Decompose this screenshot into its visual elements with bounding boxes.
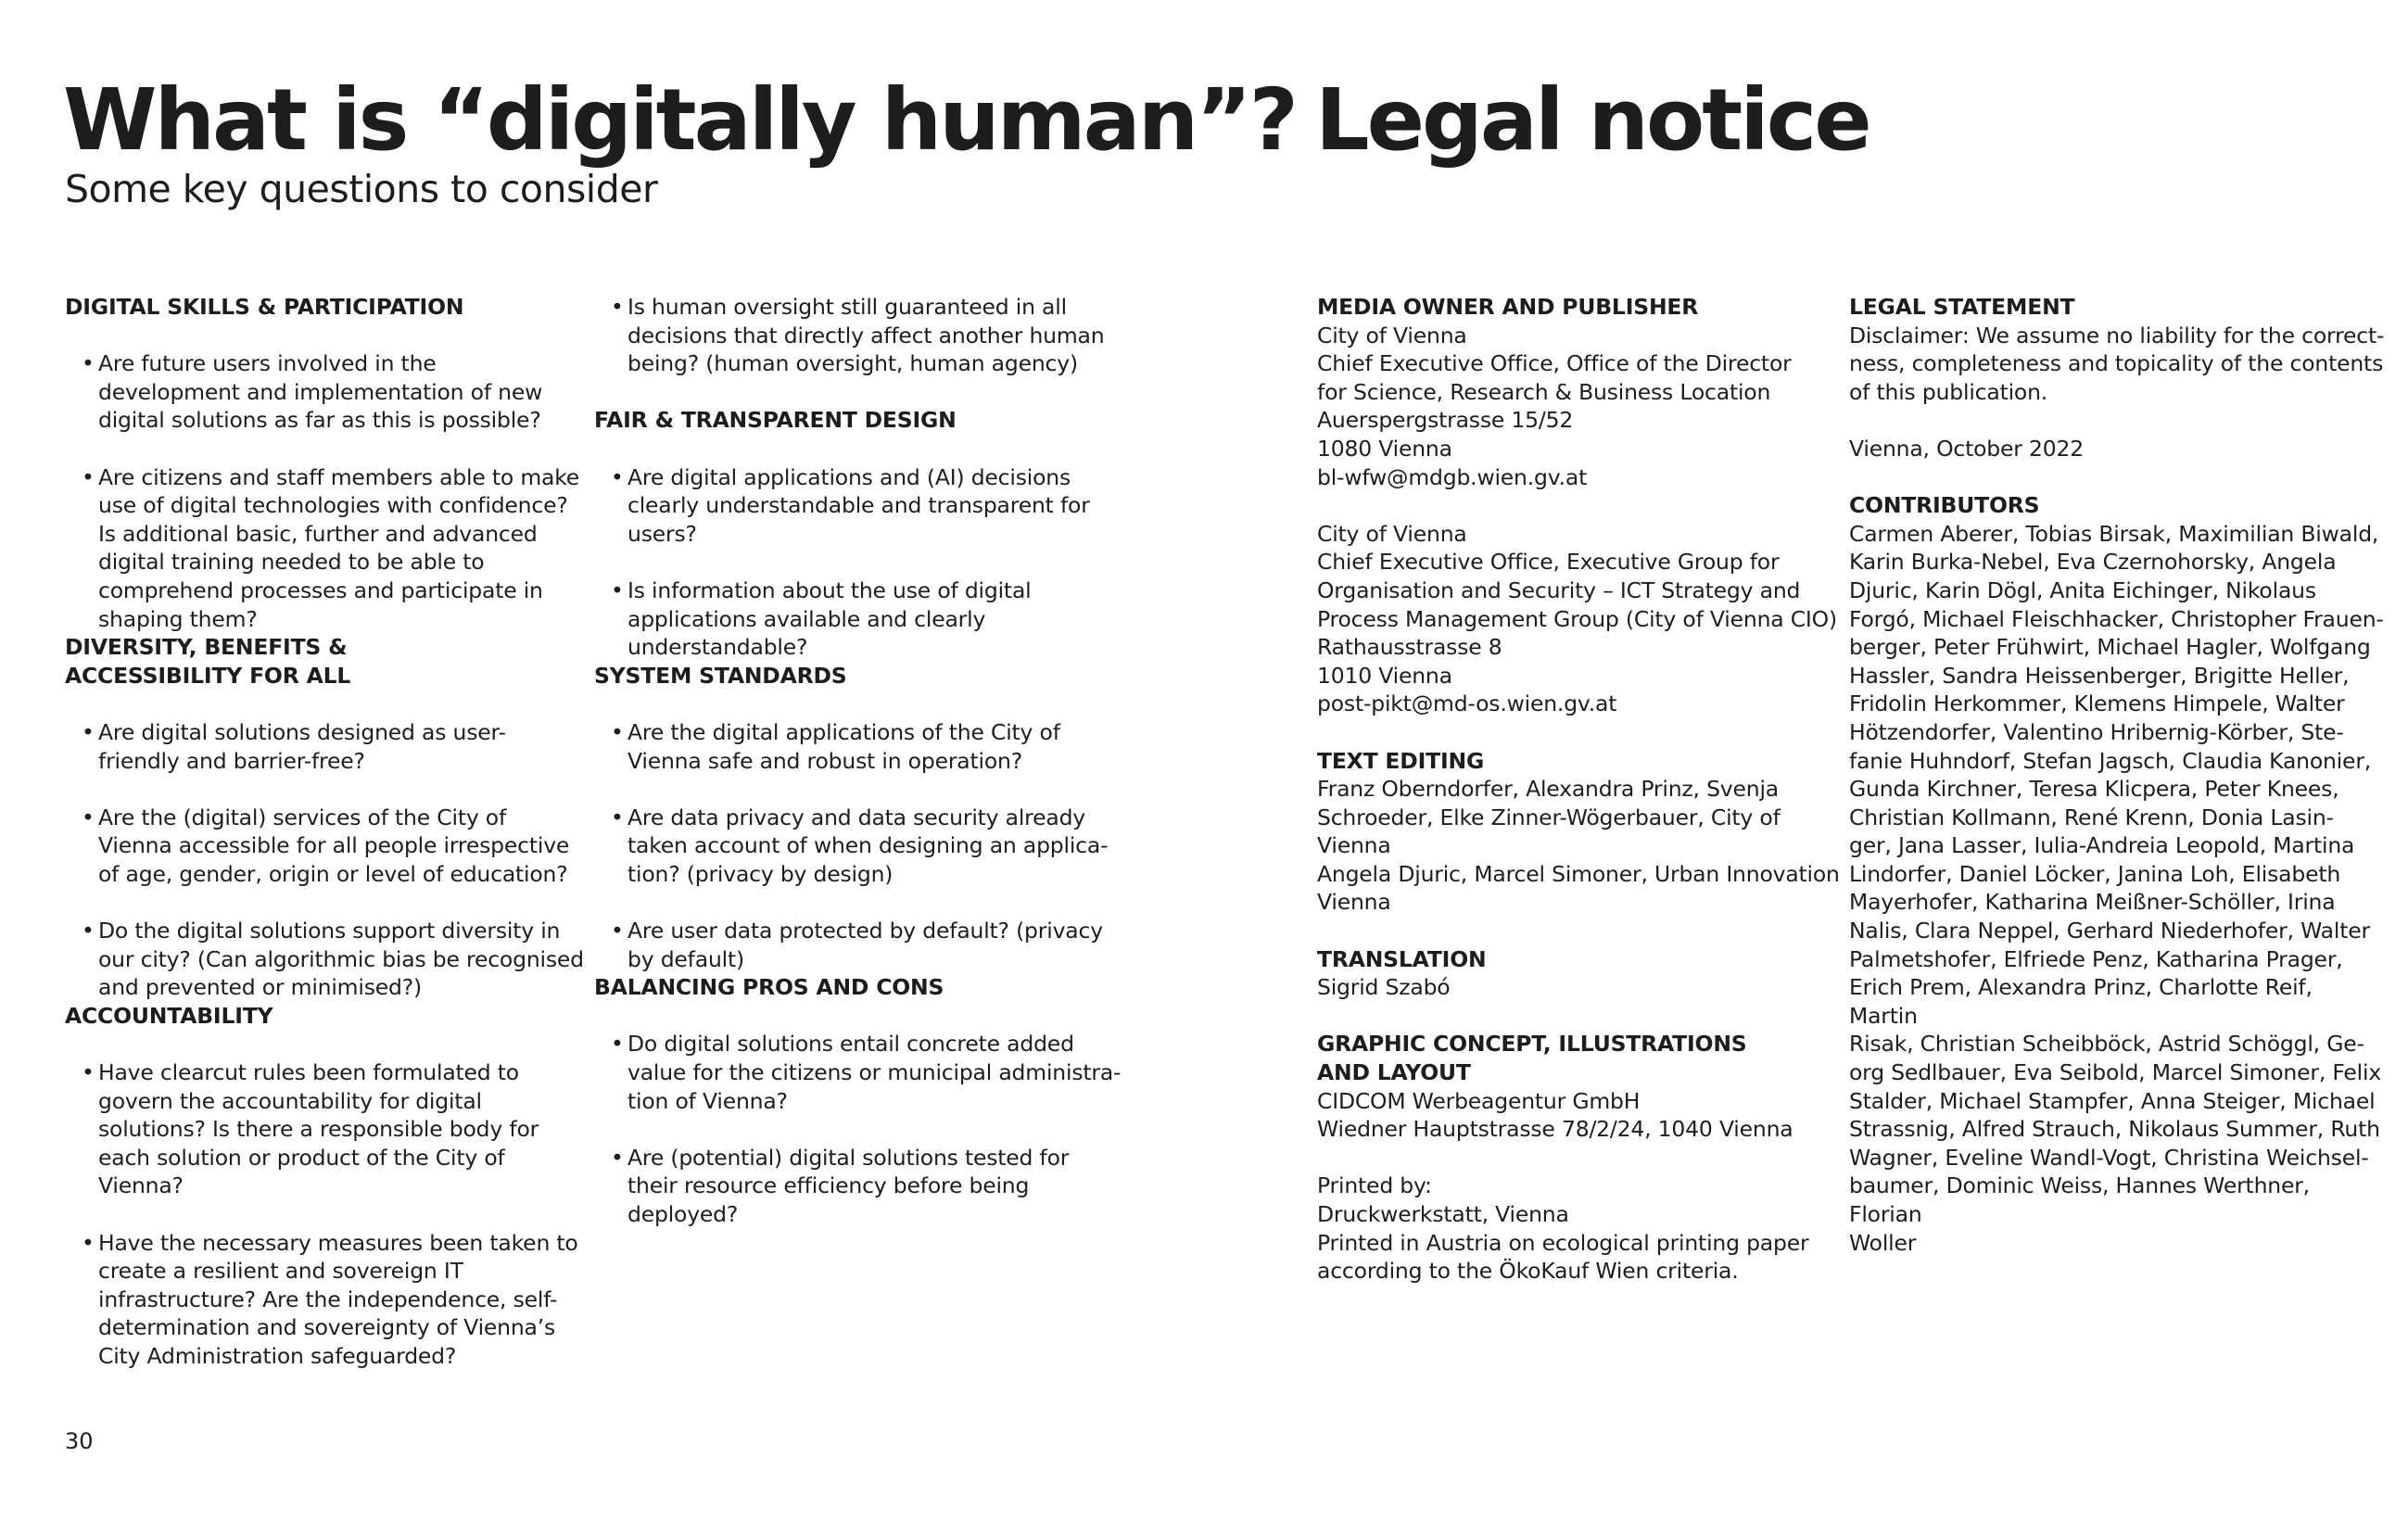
text-line: Disclaimer: We assume no liability for the correct-	[1849, 322, 2385, 348]
contributor-line: org Sedlbauer, Eva Seibold, Marcel Simoner, Felix	[1849, 1059, 2382, 1086]
page-subtitle: Some key questions to consider	[65, 167, 658, 211]
text-line: Chief Executive Office, Office of the Director	[1317, 350, 1792, 377]
text-line: Process Management Group (City of Vienna CIO)	[1317, 605, 1837, 632]
graphic-concept-heading	[1317, 1030, 1845, 1086]
contributor-line: fanie Huhndorf, Stefan Jagsch, Claudia Kanonier,	[1849, 747, 2372, 774]
question-item: • Are the digital applications of the City of Vienna safe and robust in operation?	[594, 718, 1122, 775]
heading-line: AND LAYOUT	[1317, 1059, 1471, 1086]
text-line: Organisation and Security – ICT Strategy and	[1317, 576, 1801, 603]
legal-column-2	[1849, 293, 2387, 1286]
question-item: • Are digital solutions designed as user-friendly and barrier-free?	[65, 718, 584, 775]
contributor-line: Mayerhofer, Katharina Meißner-Schöller, Irina	[1849, 889, 2336, 916]
question-item: • Is information about the use of digital applications available and clearly understandable?	[594, 576, 1122, 662]
contributors-heading: CONTRIBUTORS	[1849, 492, 2040, 519]
contributor-line: Wagner, Eveline Wandl-Vogt, Christina Weichsel-	[1849, 1144, 2369, 1171]
section-heading: BALANCING PROS AND CONS	[594, 974, 944, 1001]
question-item: • Do the digital solutions support diversity in our city? (Can algorithmic bias be recognised and prevented or minimised?)	[65, 917, 584, 1002]
contributor-line: Stalder, Michael Stampfer, Anna Steiger, Michael	[1849, 1087, 2376, 1114]
text-line: 1010 Vienna	[1317, 662, 1452, 689]
printed-by-block	[1317, 1172, 1845, 1285]
question-item: • Are digital applications and (AI) decisions clearly understandable and transparent for users?	[594, 463, 1122, 549]
contributor-line: Djuric, Karin Dögl, Anita Eichinger, Nikolaus	[1849, 576, 2316, 603]
text-line: Sigrid Szabó	[1317, 974, 1451, 1001]
section-heading: ACCOUNTABILITY	[65, 1002, 273, 1029]
page-title: What is “digitally human”?	[63, 70, 1297, 170]
contributor-line: Christian Kollmann, René Krenn, Donia Lasin-	[1849, 804, 2334, 830]
contributor-line: berger, Peter Frühwirt, Michael Hagler, Wolfgang	[1849, 634, 2371, 661]
text-line: 1080 Vienna	[1317, 435, 1452, 462]
questions-column-2	[594, 293, 1122, 1229]
text-line: Vienna	[1317, 889, 1391, 916]
contributor-line: Hassler, Sandra Heissenberger, Brigitte Heller,	[1849, 662, 2350, 689]
question-list	[65, 718, 584, 1002]
contributor-line: Carmen Aberer, Tobias Birsak, Maximilian Biwald,	[1849, 520, 2379, 547]
graphic-concept-block	[1317, 1087, 1845, 1144]
text-line: ness, completeness and topicality of the contents	[1849, 350, 2384, 377]
question-item: • Are data privacy and data security already taken account of when designing an application? (privacy by design)	[594, 804, 1122, 889]
question-item: • Are user data protected by default? (privacy by default)	[594, 917, 1122, 973]
contributor-line: Karin Burka-Nebel, Eva Czernohorsky, Angela	[1849, 549, 2337, 576]
media-owner-heading: MEDIA OWNER AND PUBLISHER	[1317, 294, 1699, 320]
contributor-line: Fridolin Herkommer, Klemens Himpele, Walter	[1849, 690, 2345, 717]
questions-column-1	[65, 293, 584, 1371]
text-line: Wiedner Hauptstrasse 78/2/24, 1040 Vienna	[1317, 1116, 1793, 1143]
question-list	[594, 293, 1122, 378]
right-page	[1204, 0, 2408, 1533]
contributor-line: ger, Jana Lasser, Iulia-Andreia Leopold, Martina	[1849, 832, 2355, 859]
date-line: Vienna, October 2022	[1849, 435, 2084, 462]
contributor-line: Palmetshofer, Elfriede Penz, Katharina Prager,	[1849, 945, 2343, 972]
legal-notice-title: Legal notice	[1315, 70, 1869, 170]
contributors-list	[1849, 520, 2387, 1257]
legal-statement-heading: LEGAL STATEMENT	[1849, 294, 2075, 320]
contributor-line: Lindorfer, Daniel Löcker, Janina Loh, Elisabeth	[1849, 860, 2341, 887]
text-editing-block	[1317, 775, 1845, 917]
question-item: • Have the necessary measures been taken to create a resilient and sovereign IT infrastructure? Are the independence, self-determination and sovereignty of Vienna’s City Administration safeguarded?	[65, 1229, 584, 1371]
contributor-line: Strassnig, Alfred Strauch, Nikolaus Summer, Ruth	[1849, 1116, 2380, 1143]
contributor-line: Woller	[1849, 1229, 1917, 1256]
section-heading: FAIR & TRANSPARENT DESIGN	[594, 407, 957, 434]
heading-line: GRAPHIC CONCEPT, ILLUSTRATIONS	[1317, 1031, 1747, 1058]
text-line: City of Vienna	[1317, 520, 1467, 547]
text-line: Printed in Austria on ecological printing paper	[1317, 1229, 1809, 1256]
contributor-line: Forgó, Michael Fleischhacker, Christopher Frauen-	[1849, 605, 2384, 632]
section-heading: SYSTEM STANDARDS	[594, 662, 847, 689]
question-list	[594, 1030, 1122, 1228]
question-item: • Do digital solutions entail concrete added value for the citizens or municipal administration of Vienna?	[594, 1030, 1122, 1115]
question-item: • Are (potential) digital solutions tested for their resource efficiency before being deployed?	[594, 1144, 1122, 1229]
text-line: Angela Djuric, Marcel Simoner, Urban Innovation	[1317, 860, 1840, 887]
text-editing-heading: TEXT EDITING	[1317, 747, 1485, 774]
translation-heading: TRANSLATION	[1317, 945, 1487, 972]
text-line: Schroeder, Elke Zinner-Wögerbauer, City of Vienna	[1317, 804, 1781, 859]
contributor-line: Hötzendorfer, Valentino Hribernig-Körber, Ste-	[1849, 718, 2344, 745]
contributor-line: baumer, Dominic Weiss, Hannes Werthner, Florian	[1849, 1172, 2310, 1227]
text-line: Printed by:	[1317, 1172, 1432, 1199]
contributor-line: Risak, Christian Scheibböck, Astrid Schöggl, Ge-	[1849, 1031, 2364, 1058]
text-line: according to the ÖkoKauf Wien criteria.	[1317, 1258, 1739, 1285]
text-line: Rathausstrasse 8	[1317, 634, 1502, 661]
contributor-line: Erich Prem, Alexandra Prinz, Charlotte Reif, Martin	[1849, 974, 2313, 1029]
legal-column-1	[1317, 293, 1845, 1313]
text-line: Chief Executive Office, Executive Group for	[1317, 549, 1780, 576]
question-list	[65, 349, 584, 633]
question-item: • Are the (digital) services of the City of Vienna accessible for all people irrespective of age, gender, origin or level of education?	[65, 804, 584, 889]
media-owner-block-2	[1317, 520, 1845, 718]
text-line: CIDCOM Werbeagentur GmbH	[1317, 1087, 1641, 1114]
question-list	[594, 718, 1122, 973]
translation-block	[1317, 973, 1845, 1002]
text-line: Auerspergstrasse 15/52	[1317, 407, 1574, 434]
media-owner-block-1	[1317, 322, 1845, 492]
question-item: • Are citizens and staff members able to make use of digital technologies with confidence? Is additional basic, further and advanced digital training needed to be able to comprehend processes and participate in shaping them?	[65, 463, 584, 634]
email-text: bl-wfw@mdgb.wien.gv.at	[1317, 463, 1588, 490]
legal-statement-block	[1849, 322, 2387, 407]
contributor-line: Gunda Kirchner, Teresa Klicpera, Peter Knees,	[1849, 776, 2339, 803]
text-line: Franz Oberndorfer, Alexandra Prinz, Svenja	[1317, 776, 1779, 803]
text-line: of this publication.	[1849, 378, 2048, 405]
question-item: • Is human oversight still guaranteed in all decisions that directly affect another human being? (human oversight, human agency)	[594, 293, 1122, 378]
question-item: • Are future users involved in the development and implementation of new digital solutions as far as this is possible?	[65, 349, 584, 435]
text-line: for Science, Research & Business Location	[1317, 378, 1771, 405]
section-heading: DIVERSITY, BENEFITS & ACCESSIBILITY FOR ALL	[65, 634, 351, 689]
text-line: Druckwerkstatt, Vienna	[1317, 1201, 1569, 1227]
question-list	[594, 463, 1122, 662]
email-text: post-pikt@md-os.wien.gv.at	[1317, 690, 1617, 717]
text-line: City of Vienna	[1317, 322, 1467, 348]
section-heading: DIGITAL SKILLS & PARTICIPATION	[65, 294, 464, 320]
question-list	[65, 1058, 584, 1371]
question-item: • Have clearcut rules been formulated to govern the accountability for digital solutions? Is there a responsible body for each solution or product of the City of Vienna?	[65, 1058, 584, 1200]
page-number: 30	[65, 1428, 94, 1454]
contributor-line: Nalis, Clara Neppel, Gerhard Niederhofer, Walter	[1849, 918, 2370, 944]
